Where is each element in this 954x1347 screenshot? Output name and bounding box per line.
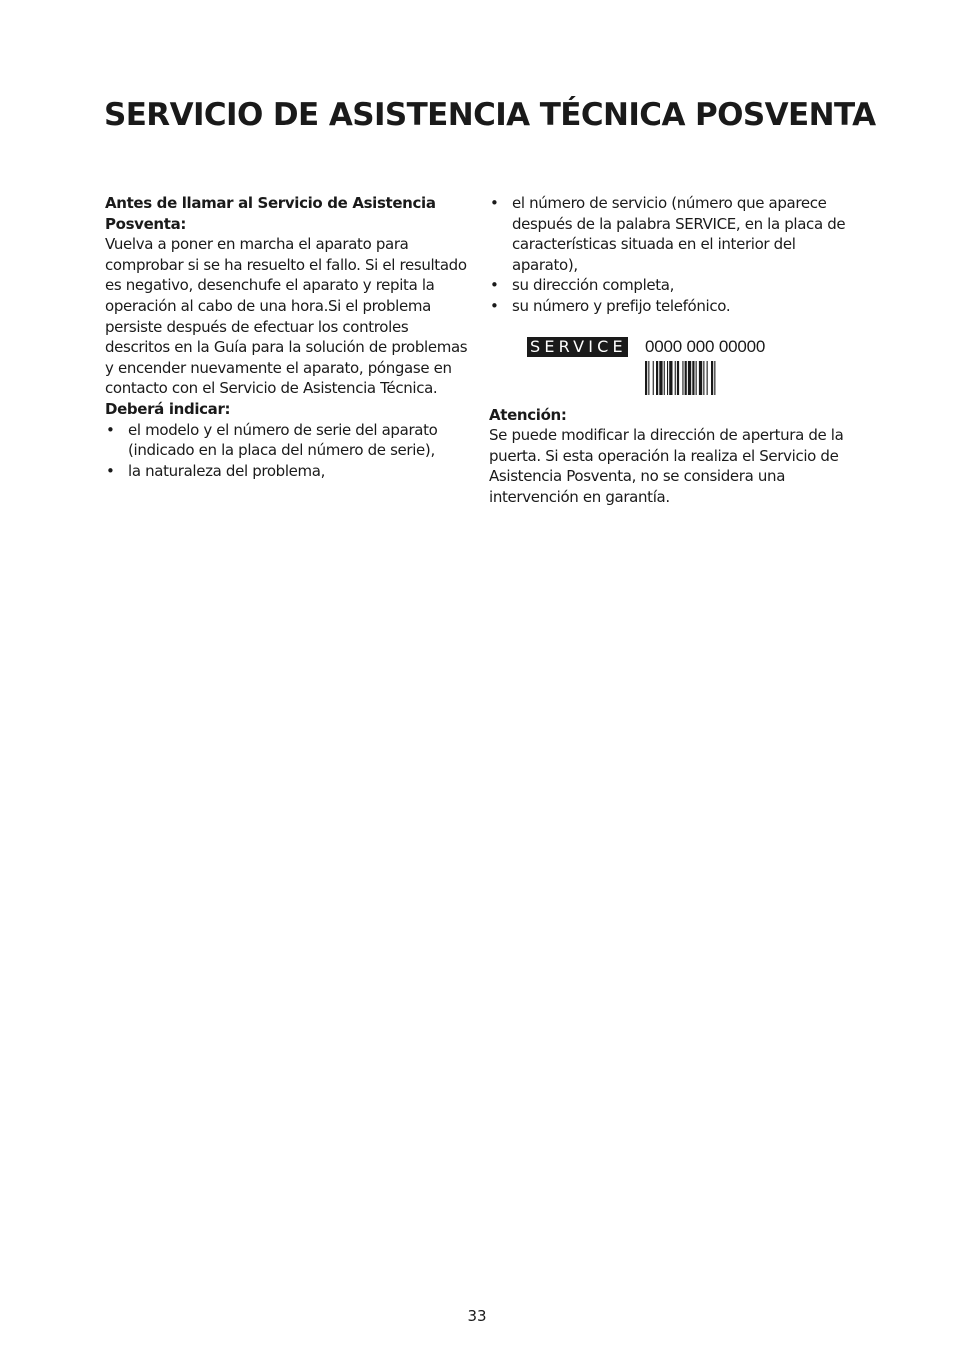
service-label: SERVICE: [527, 337, 628, 357]
bullet-icon: •: [490, 296, 499, 315]
list-item-text: su dirección completa,: [512, 276, 675, 295]
list-item: [105, 461, 470, 482]
page-number: 33: [467, 1307, 487, 1325]
list-item: [105, 420, 470, 461]
list-item-text: la naturaleza del problema,: [128, 461, 326, 480]
intro-paragraph: Vuelva a poner en marcha el aparato para comprobar si se ha resuelto el fallo. Si el resultado es negativo, desenchufe el aparato y repita la operación al cabo de una hora.Si el problema persiste después de efectuar los controles descritos en la Guía para la solución de problemas y encender nuevamente el aparato, póngase en contacto con el Servicio de Asistencia Técnica.: [105, 235, 468, 398]
page-title: SERVICIO DE ASISTENCIA TÉCNICA POSVENTA: [104, 97, 876, 133]
service-number: 0000 000 00000: [645, 336, 766, 356]
bullet-icon: •: [106, 420, 115, 439]
bullet-icon: •: [106, 461, 115, 480]
attention-block: [489, 405, 854, 508]
bullet-icon: •: [490, 194, 499, 212]
attention-paragraph: Se puede modificar la dirección de apertura de la puerta. Si esta operación la realiza el Servicio de Asistencia Posventa, no se considera una intervención en garantía.: [489, 426, 844, 506]
list-item-text: el número de servicio (número que aparece después de la palabra SERVICE, en la placa de características situada en el interior del aparato),: [512, 194, 846, 274]
indicate-list: [105, 420, 470, 482]
intro-heading: Antes de llamar al Servicio de Asistencia Posventa:: [105, 194, 436, 233]
list-item-text: su número y prefijo telefónico.: [512, 296, 731, 315]
attention-heading: Atención:: [489, 405, 567, 424]
right-column: [489, 193, 854, 508]
left-column: [105, 193, 470, 481]
list-item: [489, 296, 854, 317]
list-item-text: el modelo y el número de serie del aparato (indicado en la placa del número de serie),: [128, 420, 438, 460]
barcode-icon: [645, 361, 777, 395]
indicate-heading: Deberá indicar:: [105, 399, 231, 418]
indicate-list-continued: [489, 193, 854, 317]
service-plate: [527, 325, 787, 385]
list-item: [489, 193, 854, 275]
bullet-icon: •: [490, 276, 499, 295]
list-item: [489, 275, 854, 296]
